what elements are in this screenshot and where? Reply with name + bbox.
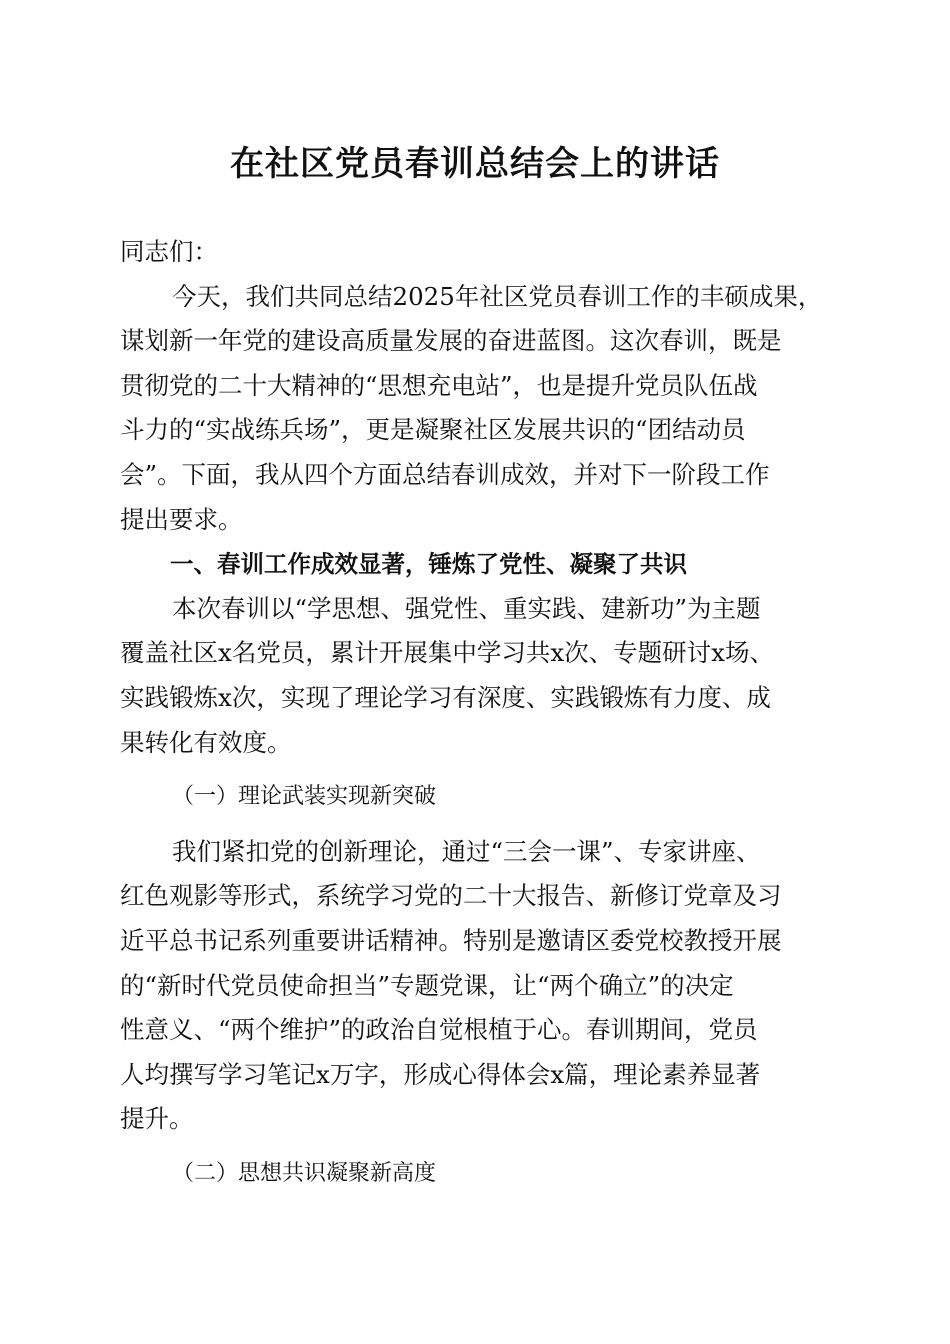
paragraph-line: 覆盖社区x名党员，累计开展集中学习共x次、专题研讨x场、 <box>120 638 774 668</box>
paragraph-line: 性意义、“两个维护”的政治自觉根植于心。春训期间，党员 <box>120 1015 758 1045</box>
paragraph-line: 本次春训以“学思想、强党性、重实践、建新功”为主题 <box>172 593 761 623</box>
paragraph-line: 会”。下面，我从四个方面总结春训成效，并对下一阶段工作 <box>120 459 770 489</box>
section-paragraph <box>120 587 832 765</box>
paragraph-line: 提升。 <box>120 1104 194 1134</box>
subsection-heading: （一）理论武装实现新突破 <box>172 784 437 810</box>
document-body <box>120 230 832 1196</box>
subsection-paragraph <box>120 830 832 1142</box>
paragraph-line: 提出要求。 <box>120 504 243 534</box>
paragraph-line: 斗力的“实战练兵场”，更是凝聚社区发展共识的“团结动员 <box>120 415 746 445</box>
paragraph-line: 谋划新一年党的建设高质量发展的奋进蓝图。这次春训，既是 <box>120 326 782 356</box>
paragraph-line: 实践锻炼x次，实现了理论学习有深度、实践锻炼有力度、成 <box>120 682 771 712</box>
paragraph-line: 红色观影等形式，系统学习党的二十大报告、新修订党章及习 <box>120 881 782 911</box>
section-heading: 一、春训工作成效显著，锤炼了党性、凝聚了共识 <box>170 550 687 579</box>
paragraph-line: 人均撰写学习笔记x万字，形成心得体会x篇，理论素养显著 <box>120 1059 761 1089</box>
paragraph-line: 我们紧扣党的创新理论，通过“三会一课”、专家讲座、 <box>172 836 761 866</box>
paragraph-line: 的“新时代党员使命担当”专题党课，让“两个确立”的决定 <box>120 970 734 1000</box>
paragraph-line: 近平总书记系列重要讲话精神。特别是邀请区委党校教授开展 <box>120 925 782 955</box>
paragraph-line: 今天，我们共同总结2025年社区党员春训工作的丰硕成果， <box>172 281 823 311</box>
intro-paragraph <box>120 275 832 543</box>
paragraph-line: 果转化有效度。 <box>120 727 292 757</box>
salutation: 同志们： <box>120 237 218 266</box>
page-title: 在社区党员春训总结会上的讲话 <box>230 144 720 184</box>
paragraph-line: 贯彻党的二十大精神的“思想充电站”，也是提升党员队伍战 <box>120 370 758 400</box>
subsection-heading: （二）思想共识凝聚新高度 <box>172 1160 437 1186</box>
